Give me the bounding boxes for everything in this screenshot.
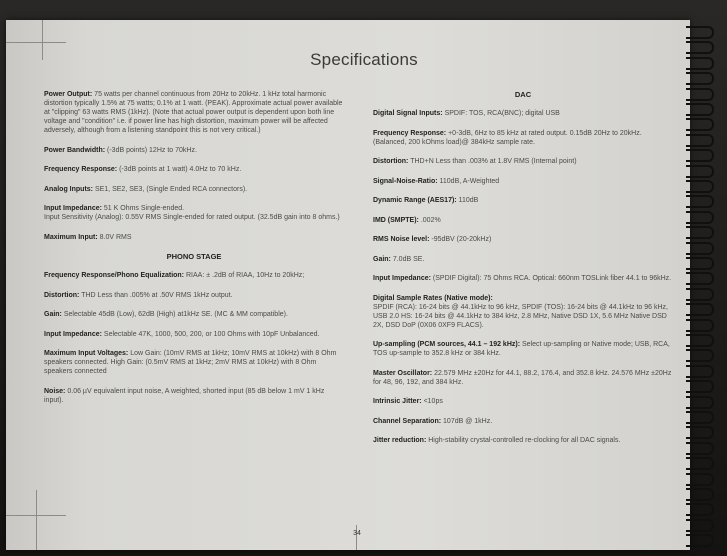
spec-value: Selectable 47K, 1000, 500, 200, or 100 Ohms with 10pF Unbalanced. bbox=[103, 330, 320, 338]
spec-value: <10ps bbox=[423, 398, 443, 405]
spec-label: Digital Sample Rates (Native mode): bbox=[373, 294, 493, 302]
section-heading: PHONO STAGE bbox=[166, 252, 222, 261]
binding-ring bbox=[686, 103, 714, 116]
crop-mark-bottom-center bbox=[356, 525, 357, 550]
spec-entry bbox=[373, 177, 673, 186]
spec-value: 0.06 µV equivalent input noise, A weighted, shorted input (85 dB below 1 mV 1 kHz input). bbox=[44, 387, 325, 404]
spec-entry bbox=[44, 146, 344, 155]
spec-value: 75 watts per channel continuous from 20Hz to 20kHz. 1 kHz total harmonic distortion typically 1.5% at 75 watts; 0.1% at 1 watt. (PEAK). Approximate actual power available at "clipping" 63 watts RMS (1kHz). (Note that actual power output is dependent upon both line voltage and "condition" i.e. if power line has high distortion, maximum power will be affected adversely, although from a listening standpoint this is not very critical.) bbox=[44, 91, 343, 134]
spec-label: Digital Signal Inputs: bbox=[373, 110, 443, 117]
spec-label: Frequency Response: bbox=[44, 166, 118, 173]
spec-entry bbox=[373, 369, 673, 387]
spec-value: THD Less than .005% at .50V RMS 1kHz output. bbox=[81, 291, 233, 299]
spec-value: 22.579 MHz ±20Hz for 44.1, 88.2, 176.4, and 352.8 kHz. 24.576 MHz ±20Hz for 48, 96, 192, and 384 kHz. bbox=[373, 369, 672, 386]
binding-ring bbox=[686, 88, 714, 101]
spec-value: 110dB bbox=[458, 197, 479, 204]
spec-extra: Input Sensitivity (Analog): 0.55V RMS Single-ended for rated output. (32.5dB gain into 8 ohms.) bbox=[44, 214, 340, 221]
spec-label: Power Bandwidth: bbox=[44, 146, 106, 154]
binding-ring bbox=[686, 226, 714, 239]
crop-mark-top-horizontal bbox=[6, 42, 66, 43]
binding-ring bbox=[686, 72, 714, 85]
binding-ring bbox=[686, 519, 714, 532]
spec-entry bbox=[373, 255, 673, 264]
left-column bbox=[44, 90, 344, 415]
spec-entry bbox=[373, 129, 673, 147]
binding-ring bbox=[686, 257, 714, 270]
spec-entry bbox=[44, 204, 344, 222]
binding-ring bbox=[686, 134, 714, 147]
spec-label: Maximum Input: bbox=[44, 233, 98, 241]
binding-ring bbox=[686, 319, 714, 332]
binding-ring bbox=[686, 26, 714, 39]
spec-entry bbox=[44, 349, 344, 376]
crop-mark-bottom-horizontal bbox=[6, 515, 66, 516]
spec-value: High-stability crystal-controlled re-clocking for all DAC signals. bbox=[428, 437, 621, 444]
spec-value: THD+N Less than .003% at 1.8V RMS (Internal point) bbox=[410, 158, 577, 165]
binding-ring bbox=[686, 303, 714, 316]
binding-ring bbox=[686, 149, 714, 162]
spec-value: (-3dB points at 1 watt) 4.0Hz to 70 kHz. bbox=[119, 166, 242, 173]
spec-value: 8.0V RMS bbox=[99, 233, 132, 241]
page-title: Specifications bbox=[310, 50, 418, 69]
spec-value: (SPDIF Digital): 75 Ohms RCA. Optical: 660nm TOSLink fiber 44.1 to 96kHz. bbox=[432, 275, 672, 282]
spec-label: Intrinsic Jitter: bbox=[373, 398, 422, 405]
spec-value: -95dBV (20-20kHz) bbox=[431, 236, 492, 243]
spec-entry bbox=[373, 274, 673, 283]
spec-entry bbox=[373, 157, 673, 166]
binding-ring bbox=[686, 180, 714, 193]
spec-label: RMS Noise level: bbox=[373, 236, 430, 243]
binding-ring bbox=[686, 242, 714, 255]
spec-extra: SPDIF (RCA): 16-24 bits @ 44.1kHz to 96 kHz, SPDIF (TOS): 16-24 bits @ 44.1kHz to 96 kHz, USB 2.0 HS: 16-24 bits @ 44.1kHz to 384 kHz, 2.8 MHz, Native DSD 1X, 5.6 MHz Native DSD 2X, DSD DoP (0X06 0XF9 FLACS). bbox=[373, 303, 668, 329]
spec-value: (-3dB points) 12Hz to 70kHz. bbox=[107, 146, 197, 154]
binding-ring bbox=[686, 396, 714, 409]
spec-value: +0-3dB, 6Hz to 85 kHz at rated output. 0.15dB 20Hz to 20kHz. (Balanced, 200 kOhms load)@ 384kHz sample rate. bbox=[373, 129, 642, 146]
spec-entry bbox=[44, 233, 344, 242]
spec-value: 110dB, A-Weighted bbox=[439, 177, 500, 185]
spec-label: Noise: bbox=[44, 387, 66, 395]
spec-entry bbox=[373, 196, 673, 205]
spec-label: Input Impedance: bbox=[44, 330, 102, 338]
spec-label: Channel Separation: bbox=[373, 417, 442, 425]
binding-ring bbox=[686, 534, 714, 547]
spec-entry bbox=[373, 216, 673, 225]
spec-entry bbox=[44, 90, 344, 135]
spec-value: SE1, SE2, SE3, (Single Ended RCA connectors). bbox=[94, 185, 248, 193]
binding-ring bbox=[686, 380, 714, 393]
binding-ring bbox=[686, 57, 714, 70]
spec-value: Select up-sampling or Native mode; USB, RCA, TOS up-sample to 352.8 kHz or 384 kHz. bbox=[373, 341, 670, 357]
spec-value: 107dB @ 1kHz. bbox=[443, 417, 493, 425]
spec-entry bbox=[44, 271, 344, 280]
spec-entry bbox=[44, 330, 344, 339]
spec-value: .002% bbox=[420, 216, 441, 224]
spec-entry bbox=[373, 397, 673, 406]
binding-ring bbox=[686, 442, 714, 455]
spec-value: SPDIF: TOS, RCA(BNC); digital USB bbox=[444, 110, 560, 117]
binding-ring bbox=[686, 165, 714, 178]
spec-value: Selectable 45dB (Low), 62dB (High) at1kHz SE. (MC & MM compatible). bbox=[63, 311, 288, 318]
spec-entry bbox=[44, 185, 344, 194]
spec-entry bbox=[44, 165, 344, 174]
spec-entry bbox=[44, 291, 344, 300]
binding-ring bbox=[686, 457, 714, 470]
spec-label: Input Impedance: bbox=[44, 205, 102, 212]
spec-label: Gain: bbox=[44, 311, 62, 318]
binding-ring bbox=[686, 288, 714, 301]
right-column bbox=[373, 90, 673, 456]
spec-value: Low Gain: (10mV RMS at 1kHz; 10mV RMS at 10kHz) with 8 Ohm speakers connected. High Gain: (0.5mV RMS at 1kHz; 2mV RMS at 10kHz) with 8 Ohm speakers connected bbox=[44, 350, 337, 375]
spec-label: Power Output: bbox=[44, 91, 93, 98]
binding-ring bbox=[686, 411, 714, 424]
binding-ring bbox=[686, 426, 714, 439]
spec-value: 7.0dB SE. bbox=[392, 255, 425, 263]
spec-value: RIAA: ± .2dB of RIAA, 10Hz to 20kHz; bbox=[185, 272, 305, 279]
binding-ring bbox=[686, 334, 714, 347]
crop-mark-bottom-vertical bbox=[36, 490, 37, 550]
spec-label: Jitter reduction: bbox=[373, 437, 427, 444]
spec-entry bbox=[373, 235, 673, 244]
page-number: 34 bbox=[353, 530, 361, 537]
binding-ring bbox=[686, 473, 714, 486]
spec-entry bbox=[44, 387, 344, 405]
spec-label: Up-sampling (PCM sources, 44.1 – 192 kHz): bbox=[373, 341, 521, 348]
spec-label: Frequency Response: bbox=[373, 129, 447, 137]
binding-ring bbox=[686, 503, 714, 516]
spec-label: Frequency Response/Phono Equalization: bbox=[44, 272, 185, 279]
spiral-binding bbox=[686, 20, 727, 550]
binding-ring bbox=[686, 118, 714, 131]
spec-label: Distortion: bbox=[373, 158, 409, 165]
spec-label: Distortion: bbox=[44, 291, 80, 299]
spec-entry bbox=[373, 340, 673, 358]
spec-value: 51 K Ohms Single-ended. bbox=[103, 205, 185, 212]
binding-ring bbox=[686, 349, 714, 362]
binding-ring bbox=[686, 488, 714, 501]
spec-label: Dynamic Range (AES17): bbox=[373, 197, 457, 204]
spec-entry bbox=[44, 310, 344, 319]
spec-entry bbox=[373, 436, 673, 445]
binding-ring bbox=[686, 211, 714, 224]
spec-entry bbox=[373, 417, 673, 426]
spec-label: Signal-Noise-Ratio: bbox=[373, 177, 438, 185]
spec-entry bbox=[373, 109, 673, 118]
spec-label: IMD (SMPTE): bbox=[373, 216, 419, 224]
spec-label: Analog Inputs: bbox=[44, 185, 93, 193]
spec-label: Input Impedance: bbox=[373, 275, 431, 282]
binding-ring bbox=[686, 365, 714, 378]
spec-entry bbox=[373, 294, 673, 330]
binding-ring bbox=[686, 41, 714, 54]
binding-ring bbox=[686, 272, 714, 285]
spec-label: Gain: bbox=[373, 255, 391, 263]
binding-ring bbox=[686, 195, 714, 208]
spec-label: Maximum Input Voltages: bbox=[44, 350, 129, 357]
spec-label: Master Oscillator: bbox=[373, 369, 433, 377]
manual-page bbox=[6, 20, 690, 550]
section-heading: DAC bbox=[514, 90, 532, 99]
